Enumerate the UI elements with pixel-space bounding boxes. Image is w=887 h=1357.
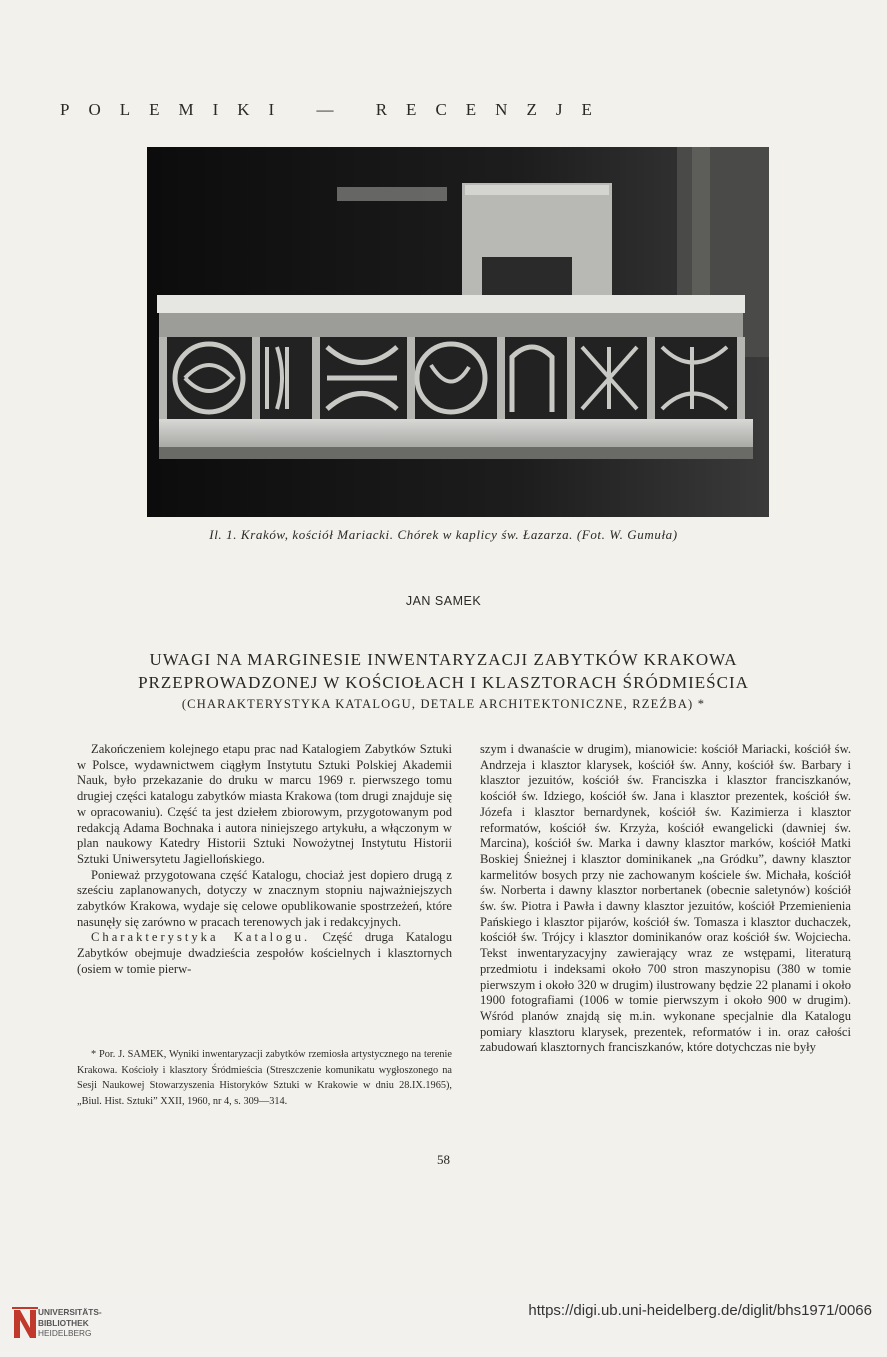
figure-photo	[147, 147, 769, 517]
running-head: POLEMIKI — RECENZJE	[60, 100, 611, 119]
logo-line3: HEIDELBERG	[38, 1328, 92, 1338]
section-lead: Charakterystyka Katalogu.	[91, 930, 311, 945]
article-subtitle: (CHARAKTERYSTYKA KATALOGU, DETALE ARCHITEKTONICZNE, RZEŹBA) *	[181, 697, 706, 711]
text-column-left	[77, 742, 452, 978]
logo-line2: BIBLIOTHEK	[38, 1317, 89, 1328]
article-title-line2: PRZEPROWADZONEJ W KOŚCIOŁACH I KLASZTORACH ŚRÓDMIEŚCIA	[138, 673, 749, 692]
article-author: JAN SAMEK	[405, 594, 482, 608]
footnote	[77, 1047, 452, 1109]
paragraph-text: Część druga Katalogu Zabytków obejmuje dwadzieścia zespołów kościelnych i klasztornych (osiem w tomie pierw-	[77, 930, 452, 976]
library-logo-icon	[10, 1306, 40, 1342]
page-number: 58	[437, 1152, 450, 1167]
library-logo-text	[38, 1307, 102, 1339]
logo-line1: UNIVERSITÄTS-	[38, 1307, 102, 1317]
paragraph: Zakończeniem kolejnego etapu prac nad Katalogiem Zabytków Sztuki w Polsce, wydawnictwem ciągłym Instytutu Sztuki Polskiej Akademii Nauk, było przekazanie do druku w marcu 1969 r. pierwszego tomu drugiej części katalogu zabytków miasta Krakowa (tom drugi znajduje się w opracowaniu). Część ta jest dziełem zbiorowym, przygotowanym pod redakcją Adama Bochnaka i autora niniejszego artykułu, a włączonym w plan naukowy Katedry Historii Sztuki Nowożytnej Instytutu Historii Sztuki Uniwersytetu Jagiellońskiego.	[77, 742, 452, 866]
footnote-text: * Por. J. SAMEK, Wyniki inwentaryzacji zabytków rzemiosła artystycznego na terenie Krakowa. Kościoły i klasztory Śródmieścia (Streszczenie komunikatu wygłoszonego na Sesji Naukowej Stowarzyszenia Historyków Sztuki w Krakowie w dniu 28.IX.1965), „Biul. Hist. Sztuki” XXII, 1960, nr 4, s. 309—314.	[77, 1049, 452, 1107]
paragraph: Ponieważ przygotowana część Katalogu, chociaż jest dopiero drugą z sześciu zaplanowanych, dotyczy w znacznym stopniu najważniejszych zabytków Krakowa, wydaje się celowe opublikowanie spostrzeżeń, które nasunęły się zarówno w pracach terenowych jak i redakcyjnych.	[77, 867, 452, 929]
permalink-url[interactable]: https://digi.ub.uni-heidelberg.de/diglit/bhs1971/0066	[528, 1302, 872, 1319]
article-title-line1: UWAGI NA MARGINESIE INWENTARYZACJI ZABYTKÓW KRAKOWA	[149, 650, 738, 669]
paragraph	[77, 930, 452, 977]
choir-balustrade-photo	[147, 147, 769, 517]
paragraph: szym i dwanaście w drugim), mianowicie: kościół Mariacki, kościół św. Andrzeja i klasztor klarysek, kościół św. Anny, kościół św. Barbary i klasztor jezuitów, kościół św. Franciszka i klasztor franciszkanów, kościół św. Idziego, kościół św. Jana i klasztor prezentek, kościół św. Józefa i klasztor bernardynek, kościół św. Kazimierza i klasztor reformatów, kościół św. Krzyża, kościół ewangelicki (dawniej św. Marcina), kościół św. Marka i dawny klasztor marków, kościół Matki Boskiej Śnieżnej i klasztor dominikanek „na Gródku”, dawny klasztor karmelitów bosych przy nie zachowanym kościele św. Michała, kościół św. Norberta i dawny klasztor norbertanek (obecnie saletynów) kościół św. św. Piotra i Pawła i dawny klasztor jezuitów, kościół Przemienienia Pańskiego i klasztor pijarów, kościół św. Tomasza i klasztor duchaczek, kościół św. Trójcy i klasztor dominikanów oraz kościół św. Wojciecha. Tekst inwentaryzacyjny zawierający wraz ze wstępami, literaturą przedmiotu i indeksami około 700 stron maszynopisu (380 w tomie pierwszym i około 320 w drugim) ilustrowany będzie 22 planami i około 1900 fotografiami (1006 w tomie pierwszym i około 900 w drugim). Wśród planów znajdą się m.in. wykonane specjalnie dla Katalogu pomiary klasztoru klarysek, prezentek, reformatów i in. oraz całości zabudowań klasztornych franciszkanów, które dotychczas nie były	[480, 742, 851, 1055]
figure-caption: Il. 1. Kraków, kościół Mariacki. Chórek w kaplicy św. Łazarza. (Fot. W. Gumuła)	[209, 527, 678, 542]
text-column-right	[480, 742, 851, 1056]
